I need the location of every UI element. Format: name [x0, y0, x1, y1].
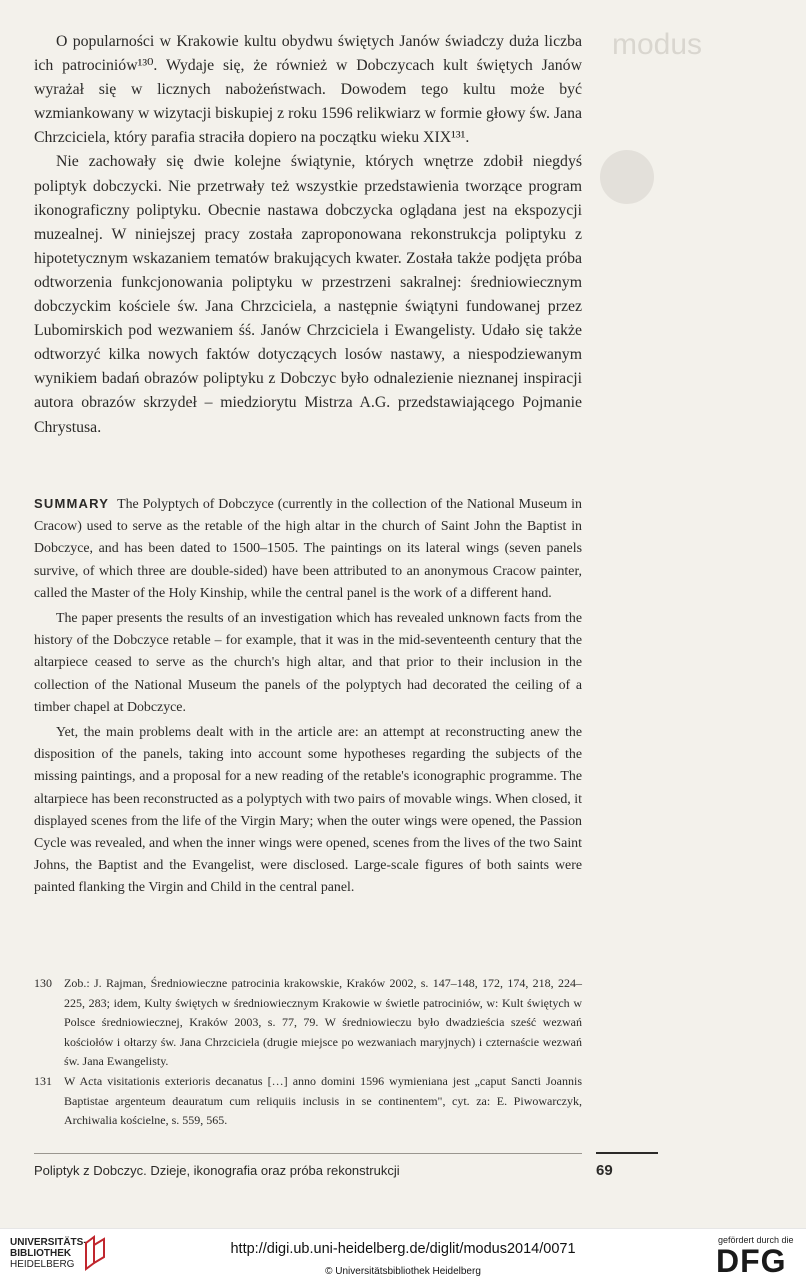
viewer-footer	[0, 1228, 806, 1287]
permalink[interactable]	[0, 1241, 806, 1257]
footer-rule	[34, 1153, 582, 1154]
summary-paragraph-text: The Polyptych of Dobczyce (currently in the collection of the National Museum in Cracow) used to serve as the retable of the high altar in the church of Saint John the Baptist in Dobczyce, and has been dated to 1500–1505. The paintings on its lateral wings (seven panels survive, of which three are double-sided) have been attributed to an anonymous Cracow painter, called the Master of the Holy Kinship, while the central panel is the work of a different hand.	[34, 497, 582, 601]
library-logo-line: HEIDELBERG	[10, 1259, 75, 1270]
page-number: 69	[596, 1162, 613, 1179]
footnote-text: W Acta visitationis exterioris decanatus […] anno domini 1596 wymieniana jest „caput Sancti Joannis Baptistae argenteum deauratum cum reliquiis inclusis in se continentem", cyt. za: E. Piwowarczyk, Archiwalia kościelne, s. 559, 565.	[64, 1073, 582, 1128]
summary-section	[34, 493, 582, 900]
summary-paragraph: Yet, the main problems dealt with in the article are: an attempt at reconstructing anew the disposition of the panels, taking into account some hypotheses regarding the subjects of the missing paintings, and a proposal for a new reading of the retable's iconographic programme. The altarpiece has been reconstructed as a polyptych with two pairs of movable wings. When closed, it displayed scenes from the life of the Virgin Mary; when the outer wings were opened, the Passion Cycle was revealed, and when the inner wings were opened, scenes from the lives of the two Saint Johns, the Baptist and the Evangelist, were disclosed. Large-scale figures of both saints were painted flanking the Virgin and Child in the central panel.	[34, 725, 582, 896]
footnotes	[34, 974, 582, 1131]
footnote	[34, 974, 582, 1072]
funding-label: gefördert durch die	[718, 1235, 794, 1245]
footnote-number: 131	[34, 1073, 52, 1088]
verso-show-through: modus	[612, 28, 703, 61]
body-text	[34, 30, 582, 440]
running-footer-title: Poliptyk z Dobczyc. Dzieje, ikonografia oraz próba rekonstrukcji	[34, 1163, 400, 1178]
summary-label: SUMMARY	[34, 496, 110, 511]
footnote-text: Zob.: J. Rajman, Średniowieczne patrocinia krakowskie, Kraków 2002, s. 147–148, 172, 174, 218, 224–225, 283; idem, Kulty świętych w średniowiecznym Krakowie w świetle patrociniów, w: Kult świętych w Polsce średniowiecznej, Kraków 2003, s. 77, 79. W średniowieczu było dwadzieścia sześć wezwań kościołów i ołtarzy św. Jana Chrzciciela (drugie miejsce po wezwaniach maryjnych) i czternaście wezwań św. Jana Ewangelisty.	[64, 976, 582, 1069]
footnote	[34, 1072, 582, 1131]
dfg-logo[interactable]: DFG	[716, 1243, 787, 1279]
verso-show-through-seal	[600, 150, 654, 204]
body-paragraph: O popularności w Krakowie kultu obydwu świętych Janów świadczy duża liczba ich patrociniów¹³⁰. Wydaje się, że również w Dobczycach kult świętych Janów wyrażał się w licznych nabożeństwach. Dowodem tego kultu może być wzmiankowany w wizytacji biskupiej z roku 1596 relikwiarz w formie głowy św. Jana Chrzciciela, który parafia straciła dopiero na początku wieku XIX¹³¹.	[34, 33, 582, 147]
page-number-rule	[596, 1152, 658, 1154]
library-logo-line: BIBLIOTHEK	[10, 1248, 72, 1259]
footnote-number: 130	[34, 976, 52, 990]
summary-paragraph: The paper presents the results of an investigation which has revealed unknown facts from the history of the Dobczyce retable – for example, that it was in the mid-seventeenth century that the altarpiece ceased to serve as the church's high altar, and that prior to their inclusion in the collection of the National Museum the panels of the polyptych had decorated the ceiling of a timber chapel at Dobczyce.	[34, 611, 582, 715]
permalink-link[interactable]: http://digi.ub.uni-heidelberg.de/diglit/modus2014/0071	[230, 1241, 576, 1257]
summary-paragraph	[34, 493, 582, 605]
copyright-notice: © Universitätsbibliothek Heidelberg	[325, 1266, 481, 1277]
library-logo-line: UNIVERSITÄTS-	[10, 1237, 87, 1248]
body-paragraph: Nie zachowały się dwie kolejne świątynie, których wnętrze zdobił niegdyś poliptyk dobczycki. Nie przetrwały też wszystkie przedstawienia tworzące program ikonograficzny poliptyku. Obecnie nastawa dobczycka oglądana jest na ekspozycji muzealnej. W niniejszej pracy została zaproponowana rekonstrukcja poliptyku z hipotetycznym wskazaniem tematów brakujących kwater. Została także podjęta próba odtworzenia funkcjonowania poliptyku w przestrzeni sakralnej: średniowiecznym dobczyckim kościele św. Jana Chrzciciela, a następnie świątyni fundowanej przez Lubomirskich pod wezwaniem śś. Janów Chrzciciela i Ewangelisty. Udało się także odtworzyć kilka nowych faktów dotyczących losów nastawy, a niespodziewanym wynikiem badań obrazów poliptyku z Dobczyc było odnalezienie nieznanej inspiracji autora obrazów skrzydeł – miedziorytu Mistrza A.G. przedstawiającego Pojmanie Chrystusa.	[34, 153, 582, 436]
